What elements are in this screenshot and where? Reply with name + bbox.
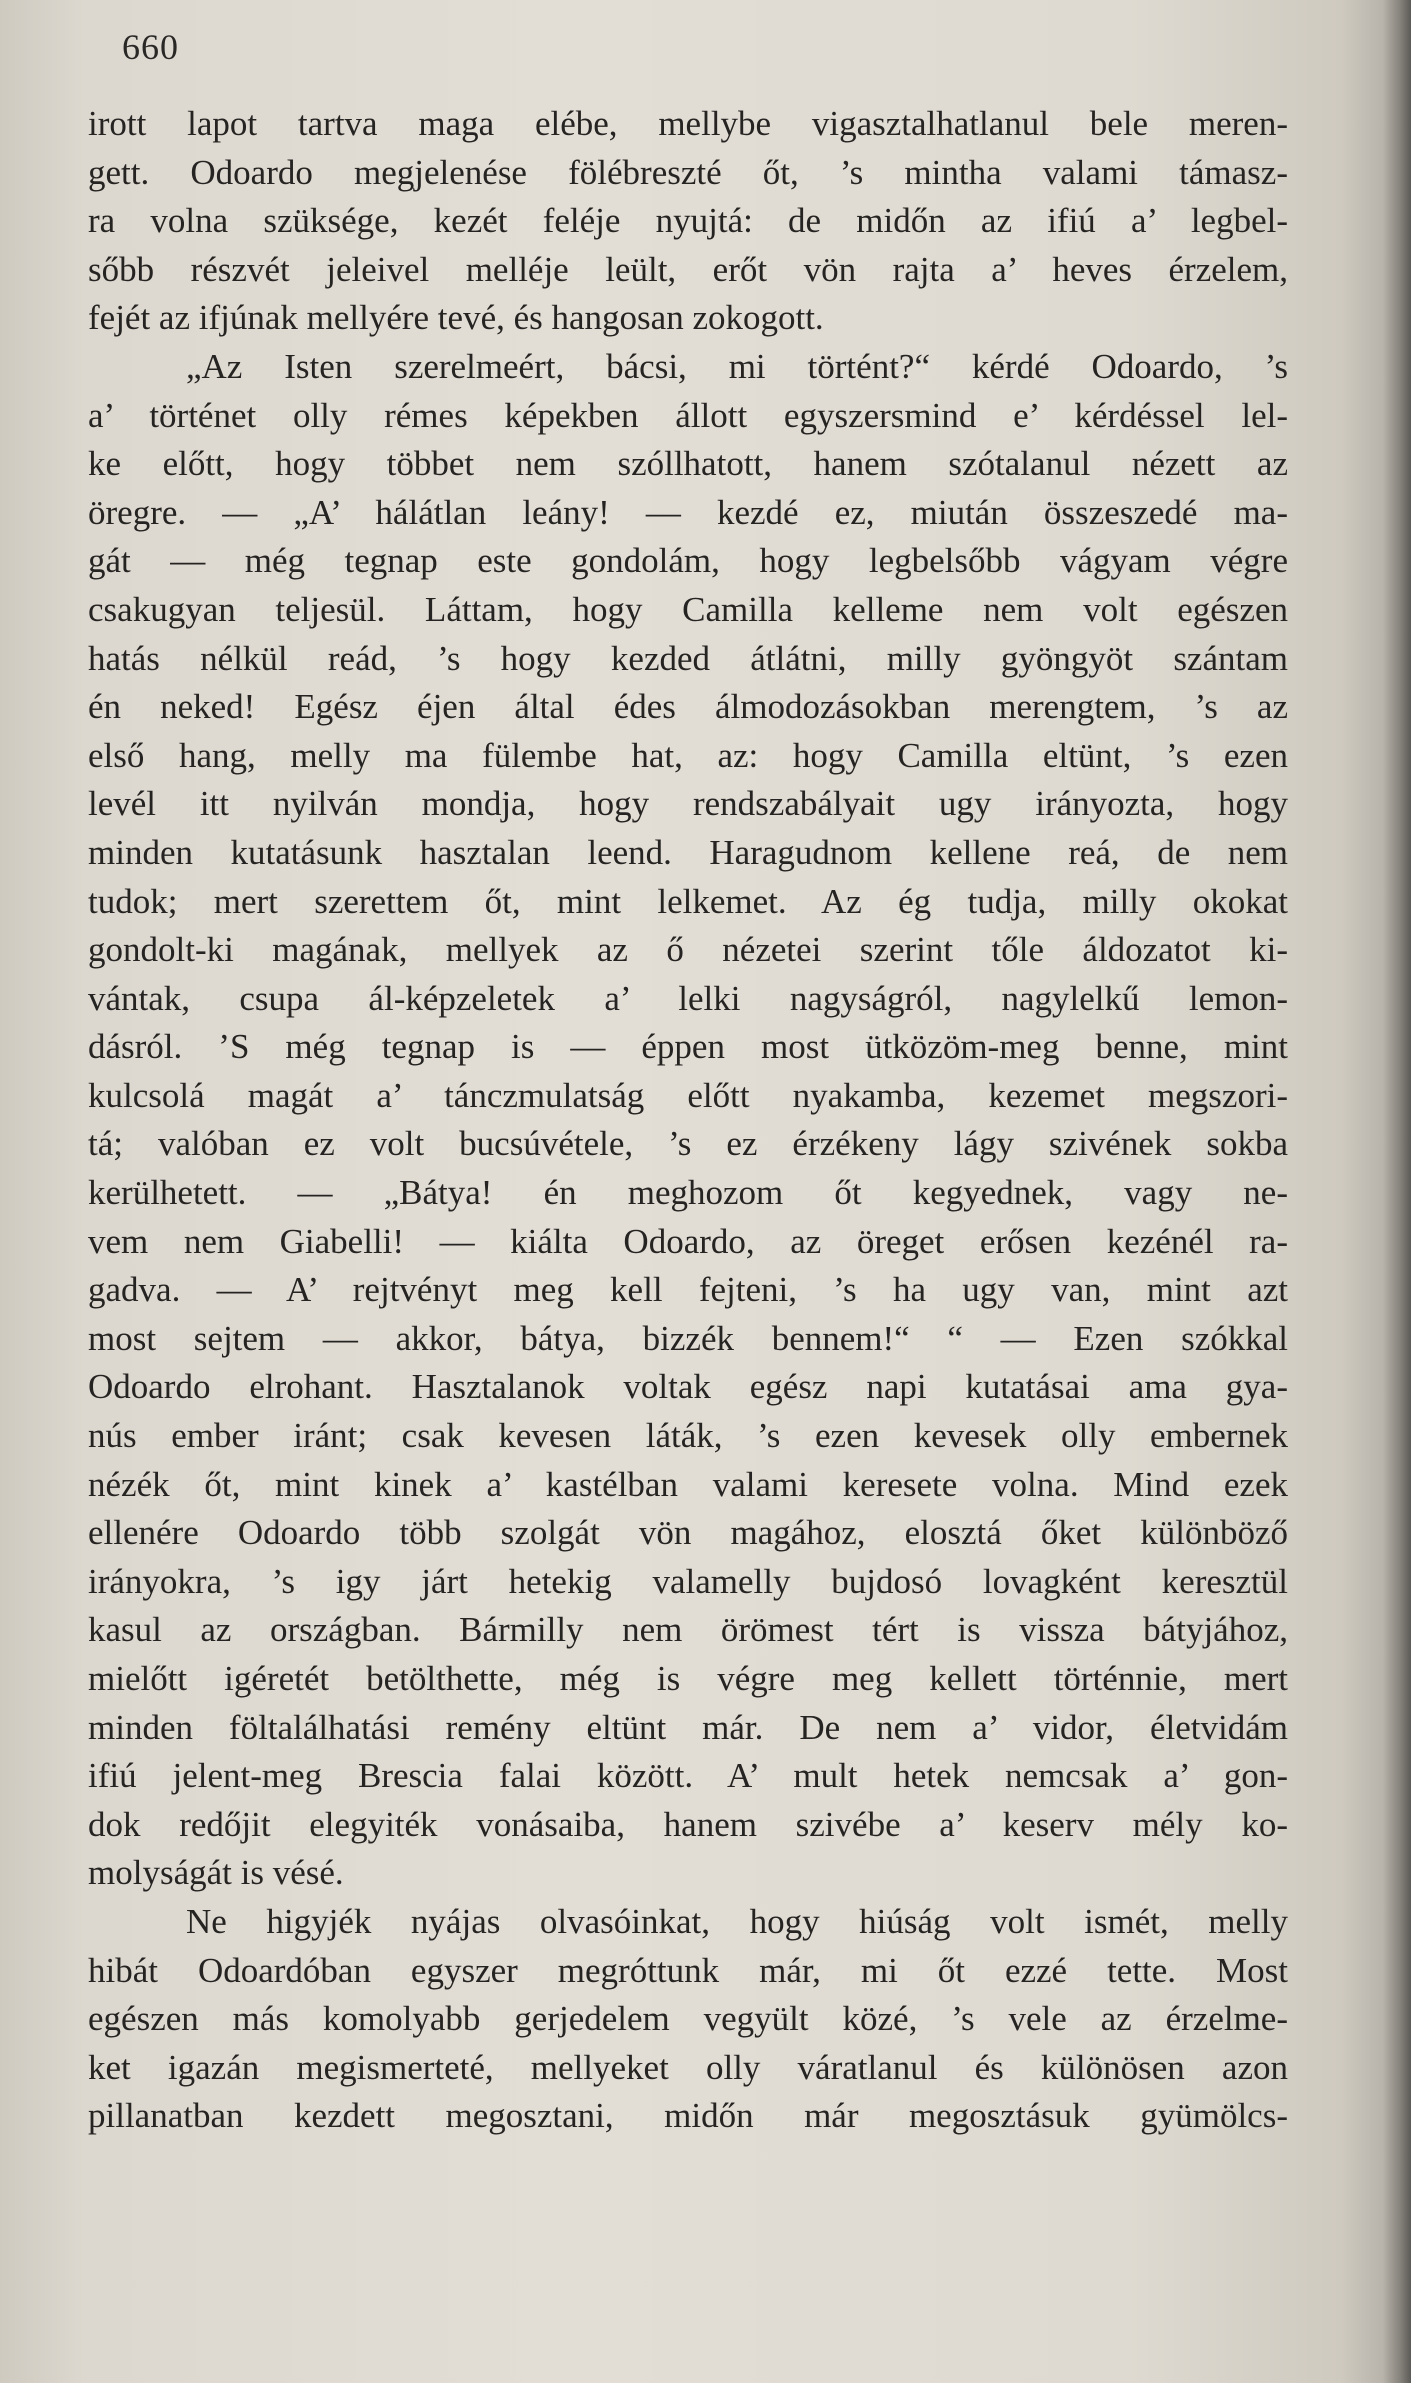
text-line: dok redőjit elegyiték vonásaiba, hanem szivébe a’ keserv mély ko- — [88, 1804, 1288, 1844]
text-line: pillanatban kezdett megosztani, midőn már megosztásuk gyümölcs- — [88, 2096, 1288, 2136]
text-line: hibát Odoardóban egyszer megróttunk már, mi őt ezzé tette. Most — [88, 1950, 1288, 1990]
text-line: vem nem Giabelli! — kiálta Odoardo, az öreget erősen kezénél ra- — [88, 1221, 1288, 1261]
text-line: Odoardo elrohant. Hasztalanok voltak egész napi kutatásai ama gya- — [88, 1367, 1288, 1407]
text-line: ra volna szüksége, kezét feléje nyujtá: de midőn az ifiú a’ legbel- — [88, 201, 1288, 241]
text-line: ke előtt, hogy többet nem szóllhatott, hanem szótalanul nézett az — [88, 444, 1288, 484]
text-line: én neked! Egész éjen által édes álmodozásokban merengtem, ’s az — [88, 687, 1288, 727]
text-line: kasul az országban. Bármilly nem örömest tért is vissza bátyjához, — [88, 1610, 1288, 1650]
text-line: minden kutatásunk hasztalan leend. Haragudnom kellene reá, de nem — [88, 832, 1288, 872]
text-line: irányokra, ’s igy járt hetekig valamelly bujdosó lovagként keresztül — [88, 1561, 1288, 1601]
text-line: levél itt nyilván mondja, hogy rendszabályait ugy irányozta, hogy — [88, 784, 1288, 824]
text-line: ellenére Odoardo több szolgát vön magához, elosztá őket különböző — [88, 1513, 1288, 1553]
text-line: a’ történet olly rémes képekben állott egyszersmind e’ kérdéssel lel- — [88, 395, 1288, 435]
text-line: vántak, csupa ál-képzeletek a’ lelki nagyságról, nagylelkű lemon- — [88, 978, 1288, 1018]
text-line: fejét az ifjúnak mellyére tevé, és hangosan zokogott. — [88, 298, 824, 338]
text-line: gondolt-ki magának, mellyek az ő nézetei szerint tőle áldozatot ki- — [88, 930, 1288, 970]
text-line: irott lapot tartva maga elébe, mellybe vigasztalhatlanul bele meren- — [88, 104, 1288, 143]
text-line: Ne higyjék nyájas olvasóinkat, hogy hiúság volt ismét, melly — [186, 1901, 1288, 1941]
text-line: csakugyan teljesül. Láttam, hogy Camilla kelleme nem volt egészen — [88, 589, 1288, 629]
text-line: első hang, melly ma fülembe hat, az: hogy Camilla eltünt, ’s ezen — [88, 735, 1288, 775]
text-line: gát — még tegnap este gondolám, hogy legbelsőbb vágyam végre — [88, 541, 1288, 581]
text-line: nézék őt, mint kinek a’ kastélban valami keresete volna. Mind ezek — [88, 1464, 1288, 1504]
text-line: dásról. ’S még tegnap is — éppen most ütközöm-meg benne, mint — [88, 1027, 1288, 1067]
body-text — [88, 100, 1288, 2141]
page-number: 660 — [122, 27, 179, 67]
text-line: sőbb részvét jeleivel melléje leült, erőt vön rajta a’ heves érzelem, — [88, 249, 1288, 289]
text-line: most sejtem — akkor, bátya, bizzék bennem!“ “ — Ezen szókkal — [88, 1318, 1288, 1358]
text-line: tá; valóban ez volt bucsúvétele, ’s ez érzékeny lágy szivének sokba — [88, 1124, 1288, 1164]
text-line: ket igazán megismerteté, mellyeket olly váratlanul és különösen azon — [88, 2047, 1288, 2087]
text-line: minden föltalálhatási remény eltünt már. De nem a’ vidor, életvidám — [88, 1707, 1288, 1747]
text-line: hatás nélkül reád, ’s hogy kezded átlátni, milly gyöngyöt szántam — [88, 638, 1288, 678]
page-edge-shadow — [1383, 0, 1411, 2383]
text-line: „Az Isten szerelmeért, bácsi, mi történt?“ kérdé Odoardo, ’s — [186, 346, 1288, 386]
text-line: mielőtt igéretét betölthette, még is végre meg kellett történnie, mert — [88, 1659, 1288, 1698]
text-line: öregre. — „A’ hálátlan leány! — kezdé ez, miután összeszedé ma- — [88, 492, 1288, 532]
text-line: egészen más komolyabb gerjedelem vegyült közé, ’s vele az érzelme- — [88, 1999, 1288, 2039]
text-line: tudok; mert szerettem őt, mint lelkemet. Az ég tudja, milly okokat — [88, 881, 1288, 921]
text-line: kerülhetett. — „Bátya! én meghozom őt kegyednek, vagy ne- — [88, 1173, 1288, 1213]
text-line: ifiú jelent-meg Brescia falai között. A’ mult hetek nemcsak a’ gon- — [88, 1756, 1288, 1796]
text-line: gadva. — A’ rejtvényt meg kell fejteni, ’s ha ugy van, mint azt — [88, 1270, 1288, 1310]
text-line: molyságát is vésé. — [88, 1853, 344, 1893]
text-line: gett. Odoardo megjelenése fölébreszté őt, ’s mintha valami támasz- — [88, 152, 1288, 192]
text-line: kulcsolá magát a’ tánczmulatság előtt nyakamba, kezemet megszori- — [88, 1075, 1288, 1115]
text-line: nús ember iránt; csak kevesen láták, ’s ezen kevesek olly embernek — [88, 1416, 1288, 1456]
